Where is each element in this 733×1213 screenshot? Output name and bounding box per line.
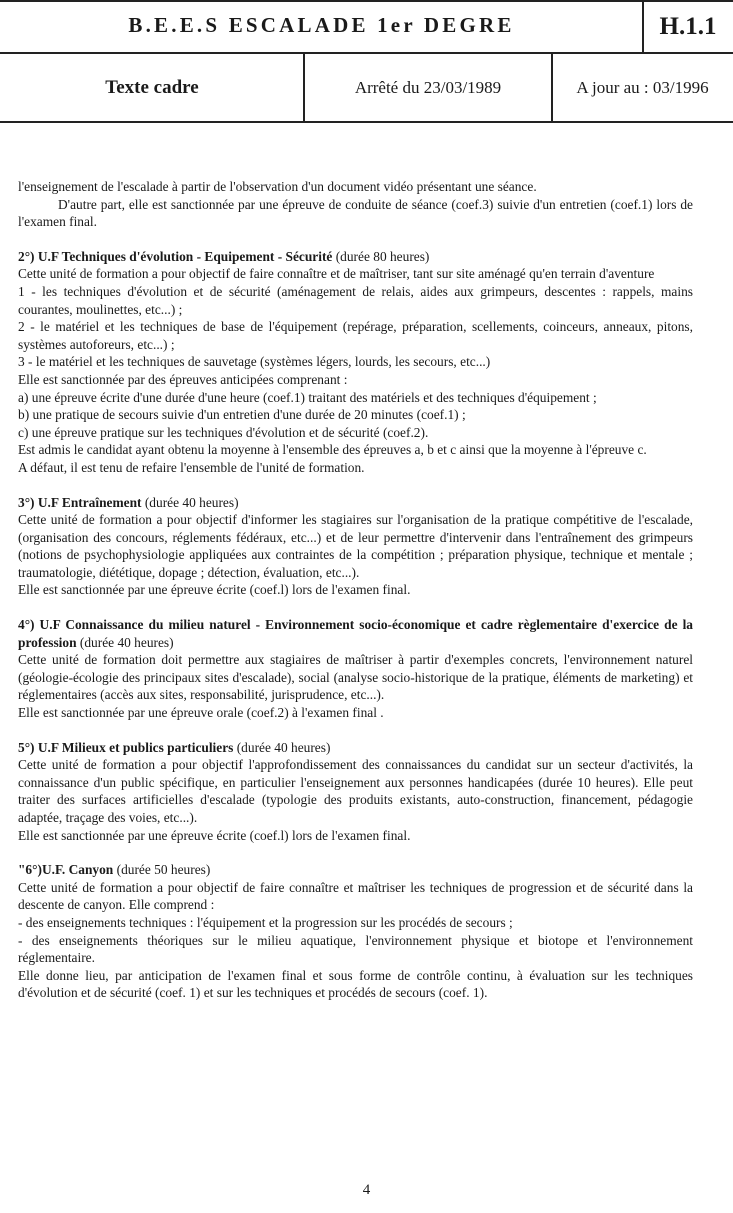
section-paragraph: Elle est sanctionnée par une épreuve écrite (coef.l) lors de l'examen final. [18, 582, 411, 598]
section-uf-milieu-naturel [18, 616, 693, 722]
section-heading: 2°) U.F Techniques d'évolution - Equipement - Sécurité (durée 80 heures) [18, 248, 430, 264]
section-paragraph: - des enseignements théoriques sur le milieu aquatique, l'environnement physique et biotope et l'environnement réglementaire. [18, 932, 693, 966]
section-uf-canyon [18, 861, 693, 1002]
header-table [0, 0, 733, 124]
section-paragraph: b) une pratique de secours suivie d'un entretien d'une durée de 20 minutes (coef.1) ; [18, 407, 466, 423]
section-paragraph: Est admis le candidat ayant obtenu la moyenne à l'ensemble des épreuves a, b et c ainsi que la moyenne à l'épreuve c. [18, 442, 647, 458]
intro-paragraph: D'autre part, elle est sanctionnée par une épreuve de conduite de séance (coef.3) suivie d'un entretien (coef.1) lors de l'examen final. [18, 196, 693, 230]
section-paragraph: 3 - le matériel et les techniques de sauvetage (systèmes légers, lourds, les secours, etc...) [18, 354, 491, 370]
section-paragraph: c) une épreuve pratique sur les techniques d'évolution et de sécurité (coef.2). [18, 424, 429, 440]
section-paragraph: Cette unité de formation a pour objectif de faire connaître et maîtriser les techniques de progression et de sécurité dans la descente de canyon. Elle comprend : [18, 879, 693, 913]
document-title: B.E.E.S ESCALADE 1er DEGRE [128, 12, 515, 37]
section-uf-entrainement [18, 494, 693, 600]
page-number: 4 [362, 1182, 371, 1198]
section-uf-milieux-publics [18, 739, 693, 845]
document-code: H.1.1 [659, 13, 717, 40]
section-paragraph: Cette unité de formation a pour objectif d'informer les stagiaires sur l'organisation de la pratique compétitive de l'escalade, (organisation des concours, réglements fédéraux, etc...) et de leur permettre d'intervenir dans l'entraînement des grimpeurs (notions de psychophysiologie appliquées aux contraintes de la compétition ; préparation physique, technique et mentale ; traumatologie, diététique, dopage ; détection, évaluation, etc...). [18, 512, 693, 580]
section-paragraph: Elle est sanctionnée par des épreuves anticipées comprenant : [18, 371, 348, 387]
section-heading: 4°) U.F Connaissance du milieu naturel - Environnement socio-économique et cadre règlementaire d'exercice de la profession (durée 40 heures) [18, 617, 693, 650]
section-paragraph: 1 - les techniques d'évolution et de sécurité (aménagement de relais, aides aux grimpeurs, descentes : rappels, mains courantes, moulinettes, etc...) ; [18, 283, 693, 317]
section-heading: "6°)U.F. Canyon (durée 50 heures) [18, 862, 211, 878]
section-paragraph: Cette unité de formation a pour objectif de faire connaître et de maîtriser, tant sur site aménagé qu'en terrain d'aventure [18, 266, 655, 282]
section-uf-techniques [18, 248, 693, 477]
texte-cadre-label: Texte cadre [105, 77, 199, 98]
section-paragraph: Cette unité de formation a pour objectif l'approfondissement des connaissances du candidat sur un secteur d'activités, la connaissance d'un public spécifique, en particulier l'enseignement aux personnes handicapées (durée 10 heures). Elle peut traiter des surfaces artificielles d'escalade (typologie des produits existants, auto-construction, financement, pédagogie adaptée, traçage des voies, etc...). [18, 757, 693, 825]
section-heading: 5°) U.F Milieux et publics particuliers (durée 40 heures) [18, 739, 331, 755]
section-paragraph: Cette unité de formation doit permettre aux stagiaires de maîtriser à partir d'exemples concrets, l'environnement naturel (géologie-écologie des principaux sites d'escalade), social (analyse socio-historique de la pratique, éléments de marketing) et réglementaires (accès aux sites, responsabilité, jurisprudence, etc...). [18, 652, 693, 703]
document-body [18, 178, 693, 1002]
section-paragraph: Elle donne lieu, par anticipation de l'examen final et sous forme de contrôle continu, à évaluation sur les techniques d'évolution et de sécurité (coef. 1) et sur les techniques et procédés de secours (coef. 1). [18, 967, 693, 1001]
section-paragraph: 2 - le matériel et les techniques de base de l'équipement (repérage, préparation, scellements, coinceurs, anneaux, pitons, systèmes autoforeurs, etc...) ; [18, 319, 693, 352]
section-paragraph: Elle est sanctionnée par une épreuve écrite (coef.l) lors de l'examen final. [18, 827, 411, 843]
section-paragraph: a) une épreuve écrite d'une durée d'une heure (coef.1) traitant des matériels et des techniques d'équipement ; [18, 389, 597, 405]
arrete-date: Arrêté du 23/03/1989 [354, 78, 502, 97]
section-paragraph: Elle est sanctionnée par une épreuve orale (coef.2) à l'examen final . [18, 705, 384, 721]
update-date: A jour au : 03/1996 [576, 78, 709, 97]
section-paragraph: A défaut, il est tenu de refaire l'ensemble de l'unité de formation. [18, 459, 365, 475]
intro-line: l'enseignement de l'escalade à partir de l'observation d'un document vidéo présentant une séance. [18, 179, 537, 194]
section-heading: 3°) U.F Entraînement (durée 40 heures) [18, 494, 239, 510]
section-paragraph: - des enseignements techniques : l'équipement et la progression sur les procédés de secours ; [18, 914, 513, 930]
